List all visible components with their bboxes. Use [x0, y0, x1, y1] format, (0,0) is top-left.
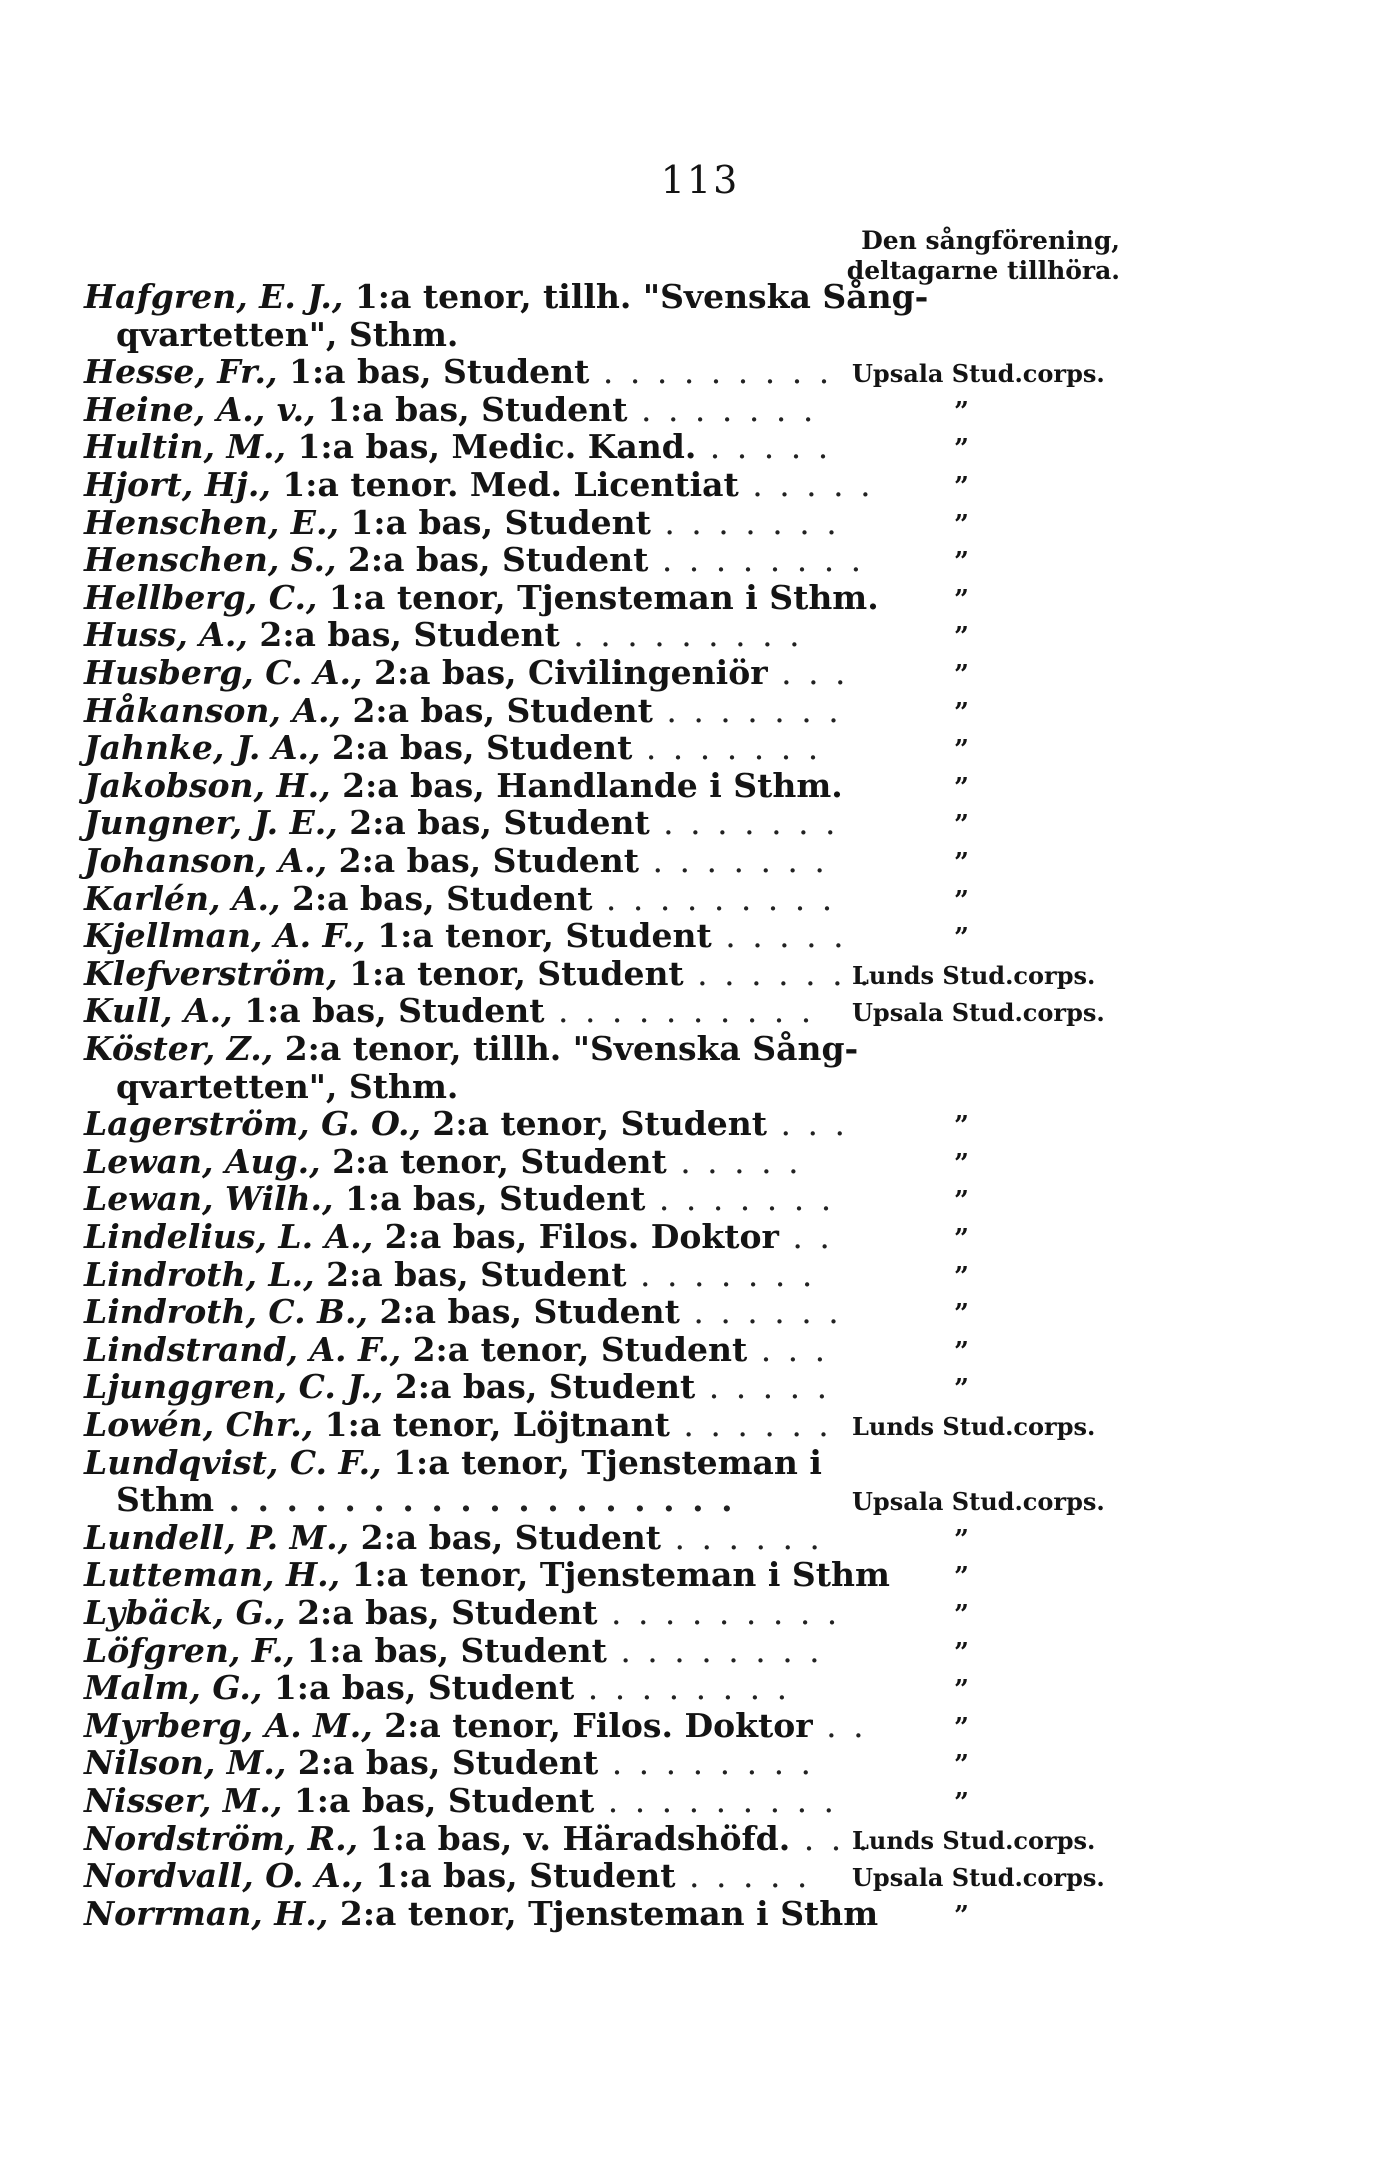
member-entry — [84, 579, 1120, 617]
member-entry — [84, 804, 1120, 842]
member-entry — [84, 1293, 1120, 1331]
member-name: Lundell, P. M., — [84, 1518, 350, 1557]
member-name: Jahnke, J. A., — [84, 728, 321, 767]
member-entry — [84, 391, 1120, 429]
member-details: 1:a tenor, Tjensteman i — [381, 1443, 822, 1482]
ditto-mark: ” — [954, 1638, 969, 1668]
member-entry — [84, 541, 1120, 579]
member-name: Hesse, Fr., — [84, 352, 278, 391]
dot-leader: . . . . . — [675, 1856, 811, 1895]
ditto-mark: ” — [954, 1713, 969, 1743]
entry-text — [84, 1555, 890, 1594]
member-entry — [84, 692, 1120, 730]
dot-leader: . . — [778, 1217, 833, 1256]
member-entry — [84, 1857, 1120, 1895]
ditto-mark: ” — [954, 510, 969, 540]
member-name: Hjort, Hj., — [84, 465, 271, 504]
entry-text — [116, 1068, 458, 1106]
entry-text — [84, 1444, 829, 1482]
member-name: Klefverström, — [84, 954, 338, 993]
entry-text — [84, 916, 847, 955]
member-details: 1:a tenor, tillh. "Svenska Sång- — [343, 277, 929, 316]
choral-society: Lunds Stud.corps. — [852, 961, 1096, 990]
member-name: Lindroth, L., — [84, 1255, 315, 1294]
ditto-mark: ” — [954, 1186, 969, 1216]
entry-text — [84, 503, 840, 542]
member-name: Nordström, R., — [84, 1819, 359, 1858]
member-details: 1:a bas, Student — [232, 991, 545, 1030]
ditto-mark: ” — [954, 1374, 969, 1404]
member-name: Lindstrand, A. F., — [84, 1330, 402, 1369]
dot-leader: . . . . . . . . . — [589, 352, 833, 391]
member-name: Nordvall, O. A., — [84, 1856, 364, 1895]
member-name: Jungner, J. E., — [84, 803, 338, 842]
member-entry — [84, 1030, 1120, 1068]
dot-leader: . . . . . . . . — [606, 1631, 823, 1670]
entry-continuation-line — [84, 316, 1120, 354]
member-entry — [84, 992, 1120, 1030]
ditto-mark: ” — [954, 1149, 969, 1179]
entry-text — [84, 803, 839, 842]
ditto-mark: ” — [954, 698, 969, 728]
dot-leader: . . . . . . . . . — [559, 615, 803, 654]
dot-leader: . . . . . . . — [632, 728, 822, 767]
member-name: Henschen, S., — [84, 540, 337, 579]
member-entry — [84, 616, 1120, 654]
entry-text — [84, 992, 829, 1030]
entry-text — [84, 352, 833, 391]
member-name: Johanson, A., — [84, 841, 328, 880]
dot-leader: . . . — [747, 1330, 829, 1369]
dot-leader: . . . . . . . — [652, 691, 842, 730]
entry-text — [84, 1256, 829, 1294]
entry-text — [84, 1519, 829, 1557]
ditto-mark: ” — [954, 434, 969, 464]
member-details: Sthm — [116, 1480, 214, 1519]
dot-leader: . . . . . . . . . . . . . . . . . . — [214, 1480, 736, 1519]
member-details: 2:a bas, Student — [337, 803, 650, 842]
member-details: 1:a tenor, Student — [365, 916, 712, 955]
entry-text — [84, 277, 929, 316]
choral-society: Upsala Stud.corps. — [852, 1487, 1105, 1516]
member-name: Lindroth, C. B., — [84, 1292, 368, 1331]
entry-text — [84, 729, 829, 767]
ditto-mark: ” — [954, 1675, 969, 1705]
member-entry — [84, 1406, 1120, 1444]
ditto-mark: ” — [954, 810, 969, 840]
ditto-mark: ” — [954, 1600, 969, 1630]
member-entry — [84, 1556, 1120, 1594]
entry-text — [84, 1368, 829, 1406]
entry-continuation-line — [84, 1481, 1120, 1519]
member-details: 1:a bas, Student — [315, 390, 628, 429]
entry-text — [84, 1292, 842, 1331]
member-name: Malm, G., — [84, 1668, 263, 1707]
member-name: Myrberg, A. M., — [84, 1706, 373, 1745]
member-name: Lybäck, G., — [84, 1593, 286, 1632]
entry-text — [84, 427, 832, 466]
member-name: Huss, A., — [84, 615, 248, 654]
member-details: 2:a bas, Student — [320, 728, 633, 767]
entry-text — [116, 316, 458, 354]
member-details: 1:a bas, Student — [282, 1781, 595, 1820]
entry-text — [84, 1029, 859, 1068]
member-details: 1:a bas, Student — [294, 1631, 607, 1670]
member-entry — [84, 1594, 1120, 1632]
dot-leader: . . . . . . . — [650, 503, 840, 542]
ditto-mark: ” — [954, 923, 969, 953]
choral-society: Upsala Stud.corps. — [852, 359, 1105, 388]
entry-text — [84, 1669, 829, 1707]
member-name: Lutteman, H., — [84, 1555, 341, 1594]
dot-leader: . . . — [767, 653, 849, 692]
member-name: Jakobson, H., — [84, 766, 331, 805]
member-name: Henschen, E., — [84, 503, 339, 542]
member-details: 2:a bas, Civilingeniör — [362, 653, 768, 692]
dot-leader: . . . . . . . — [649, 803, 839, 842]
entry-text — [84, 766, 843, 805]
member-name: Hellberg, C., — [84, 578, 318, 617]
member-entry — [84, 428, 1120, 466]
ditto-mark: ” — [954, 1224, 969, 1254]
ditto-mark: ” — [954, 547, 969, 577]
member-entry — [84, 1632, 1120, 1670]
member-name: Karlén, A., — [84, 879, 281, 918]
ditto-mark: ” — [954, 886, 969, 916]
member-entry — [84, 1707, 1120, 1745]
entry-text — [84, 879, 836, 918]
member-name: Nisser, M., — [84, 1781, 283, 1820]
member-entry — [84, 1820, 1120, 1858]
choral-society: Upsala Stud.corps. — [852, 1863, 1105, 1892]
member-details: 2:a bas, Handlande i Sthm. — [330, 766, 843, 805]
member-name: Hafgren, E. J., — [84, 277, 344, 316]
ditto-mark: ” — [954, 472, 969, 502]
entry-text — [84, 1104, 848, 1143]
entry-text — [84, 1217, 833, 1256]
member-entry — [84, 1669, 1120, 1707]
entry-text — [84, 391, 829, 429]
ditto-mark: ” — [954, 1262, 969, 1292]
ditto-mark: ” — [954, 622, 969, 652]
member-details: 2:a bas, Student — [314, 1255, 627, 1294]
member-name: Hultin, M., — [84, 427, 286, 466]
member-details: 2:a bas, Student — [349, 1518, 662, 1557]
member-entry — [84, 466, 1120, 504]
entry-text — [84, 1819, 872, 1858]
member-name: Kull, A., — [84, 991, 233, 1030]
member-details: 2:a tenor, Student — [401, 1330, 748, 1369]
entry-text — [84, 954, 873, 993]
member-entry — [84, 1519, 1120, 1557]
ditto-mark: ” — [954, 1901, 969, 1931]
dot-leader: . . . . . . . . — [574, 1668, 791, 1707]
member-details: 2:a bas, Student — [285, 1593, 598, 1632]
entry-text — [84, 653, 849, 692]
entry-text — [84, 1857, 829, 1895]
dot-leader: . . . . . . . . . . — [544, 991, 815, 1030]
member-entry — [84, 1256, 1120, 1294]
member-details: 2:a bas, Student — [286, 1743, 599, 1782]
choral-society: Upsala Stud.corps. — [852, 998, 1105, 1027]
member-entry — [84, 1180, 1120, 1218]
member-entry — [84, 917, 1120, 955]
entry-text — [84, 1593, 841, 1632]
ditto-mark: ” — [954, 773, 969, 803]
member-entry — [84, 955, 1120, 993]
ditto-mark: ” — [954, 1750, 969, 1780]
member-entry — [84, 1444, 1120, 1482]
member-name: Lindelius, L. A., — [84, 1217, 374, 1256]
column-header-line-1: Den sångförening, — [861, 226, 1120, 255]
entry-text — [84, 842, 829, 880]
ditto-mark: ” — [954, 848, 969, 878]
member-details: 2:a tenor, Student — [320, 1142, 667, 1181]
dot-leader: . . . . . . . — [627, 390, 817, 429]
entry-text — [84, 1405, 832, 1444]
dot-leader: . . . — [767, 1104, 848, 1143]
member-details: 2:a bas, Student — [336, 540, 649, 579]
member-name: Kjellman, A. F., — [84, 916, 366, 955]
ditto-mark: ” — [954, 397, 969, 427]
member-details: 1:a bas, Student — [363, 1856, 676, 1895]
member-details: 2:a bas, Student — [280, 879, 593, 918]
dot-leader: . . . . . . . — [639, 841, 828, 880]
entry-text — [84, 616, 829, 654]
member-details: 1:a tenor, Löjtnant — [313, 1405, 670, 1444]
member-entry — [84, 1218, 1120, 1256]
entry-text — [84, 1744, 829, 1782]
ditto-mark: ” — [954, 1525, 969, 1555]
member-name: Lewan, Aug., — [84, 1142, 321, 1181]
dot-leader: . . . . . . . — [683, 954, 873, 993]
member-details: qvartetten", Sthm. — [116, 315, 459, 354]
member-name: Ljunggren, C. J., — [84, 1367, 384, 1406]
member-details: 1:a tenor. Med. Licentiat — [270, 465, 739, 504]
member-entry — [84, 1895, 1120, 1933]
dot-leader: . . . . . . . . . — [592, 879, 836, 918]
entry-text — [84, 691, 842, 730]
entry-text — [84, 540, 865, 579]
entry-text — [84, 1331, 829, 1369]
column-header-line-2: deltagarne tillhöra. — [846, 256, 1120, 285]
member-entry — [84, 353, 1120, 391]
entry-continuation-line — [84, 1068, 1120, 1106]
member-name: Köster, Z., — [84, 1029, 274, 1068]
dot-leader: . . . . . — [738, 465, 874, 504]
dot-leader: . . . . . . . . . — [597, 1593, 841, 1632]
dot-leader: . . . . . . . . — [648, 540, 865, 579]
dot-leader: . . . . . . . . . — [594, 1781, 838, 1820]
entry-text — [84, 1179, 835, 1218]
member-name: Håkanson, A., — [84, 691, 341, 730]
entry-text — [84, 465, 874, 504]
dot-leader: . . . . . — [711, 916, 847, 955]
member-details: 1:a bas, Student — [277, 352, 590, 391]
ditto-mark: ” — [954, 585, 969, 615]
dot-leader: . . . . . . — [661, 1518, 823, 1557]
member-entry — [84, 729, 1120, 767]
ditto-mark: ” — [954, 660, 969, 690]
dot-leader: . . . . . — [666, 1142, 802, 1181]
ditto-mark: ” — [954, 1562, 969, 1592]
member-details: 2:a tenor, Filos. Doktor — [372, 1706, 813, 1745]
member-name: Löfgren, F., — [84, 1631, 295, 1670]
member-entry — [84, 1782, 1120, 1820]
member-details: 2:a bas, Student — [247, 615, 560, 654]
member-details: 2:a bas, Student — [367, 1292, 680, 1331]
entry-text — [84, 1894, 879, 1933]
member-entry — [84, 767, 1120, 805]
member-name: Lewan, Wilh., — [84, 1179, 334, 1218]
member-details: 1:a bas, Student — [262, 1668, 575, 1707]
dot-leader: . . . . . . — [679, 1292, 842, 1331]
choral-society: Lunds Stud.corps. — [852, 1826, 1096, 1855]
entry-text — [116, 1481, 736, 1519]
dot-leader: . . . . . — [695, 1367, 831, 1406]
member-details: 1:a bas, Medic. Kand. — [285, 427, 697, 466]
member-entry — [84, 842, 1120, 880]
entry-text — [84, 1632, 829, 1670]
dot-leader: . . . . . . — [669, 1405, 832, 1444]
member-entry — [84, 278, 1120, 316]
dot-leader: . . . . . . . . — [598, 1743, 815, 1782]
member-details: 1:a tenor, Tjensteman i Sthm — [340, 1555, 890, 1594]
member-entry — [84, 654, 1120, 692]
member-details: qvartetten", Sthm. — [116, 1067, 459, 1106]
ditto-mark: ” — [954, 1788, 969, 1818]
ditto-mark: ” — [954, 735, 969, 765]
ditto-mark: ” — [954, 1337, 969, 1367]
member-entry — [84, 880, 1120, 918]
dot-leader: . . . . . . . — [645, 1179, 835, 1218]
member-name: Heine, A., v., — [84, 390, 316, 429]
entry-text — [84, 578, 879, 617]
member-details: 1:a bas, Student — [333, 1179, 646, 1218]
page-number: 113 — [660, 158, 740, 202]
member-details: 2:a tenor, Tjensteman i Sthm — [328, 1894, 879, 1933]
member-name: Lundqvist, C. F., — [84, 1443, 382, 1482]
entry-text — [84, 1781, 838, 1820]
member-entry — [84, 1368, 1120, 1406]
member-details: 2:a bas, Student — [327, 841, 640, 880]
member-details: 1:a bas, Student — [338, 503, 651, 542]
member-name: Nilson, M., — [84, 1743, 287, 1782]
dot-leader: . . . — [790, 1819, 872, 1858]
member-name: Husberg, C. A., — [84, 653, 363, 692]
member-details: 1:a bas, v. Häradshöfd. — [358, 1819, 791, 1858]
ditto-mark: ” — [954, 1111, 969, 1141]
member-name: Lowén, Chr., — [84, 1405, 314, 1444]
member-name: Norrman, H., — [84, 1894, 329, 1933]
entry-text — [84, 1143, 829, 1181]
member-details: 2:a bas, Student — [383, 1367, 696, 1406]
member-entry — [84, 1744, 1120, 1782]
member-entry — [84, 1331, 1120, 1369]
ditto-mark: ” — [954, 1299, 969, 1329]
dot-leader: . . — [812, 1706, 867, 1745]
dot-leader: . . . . . — [696, 427, 832, 466]
member-details: 2:a bas, Filos. Doktor — [373, 1217, 779, 1256]
choral-society: Lunds Stud.corps. — [852, 1412, 1096, 1441]
member-details: 1:a tenor, Student — [337, 954, 684, 993]
member-name: Lagerström, G. O., — [84, 1104, 421, 1143]
member-entry — [84, 1105, 1120, 1143]
member-entry — [84, 1143, 1120, 1181]
entry-text — [84, 1706, 867, 1745]
member-details: 2:a bas, Student — [340, 691, 653, 730]
member-details: 2:a tenor, tillh. "Svenska Sång- — [273, 1029, 859, 1068]
dot-leader: . . . . . . . — [626, 1255, 816, 1294]
member-details: 1:a tenor, Tjensteman i Sthm. — [317, 578, 879, 617]
member-details: 2:a tenor, Student — [420, 1104, 768, 1143]
member-entry — [84, 504, 1120, 542]
